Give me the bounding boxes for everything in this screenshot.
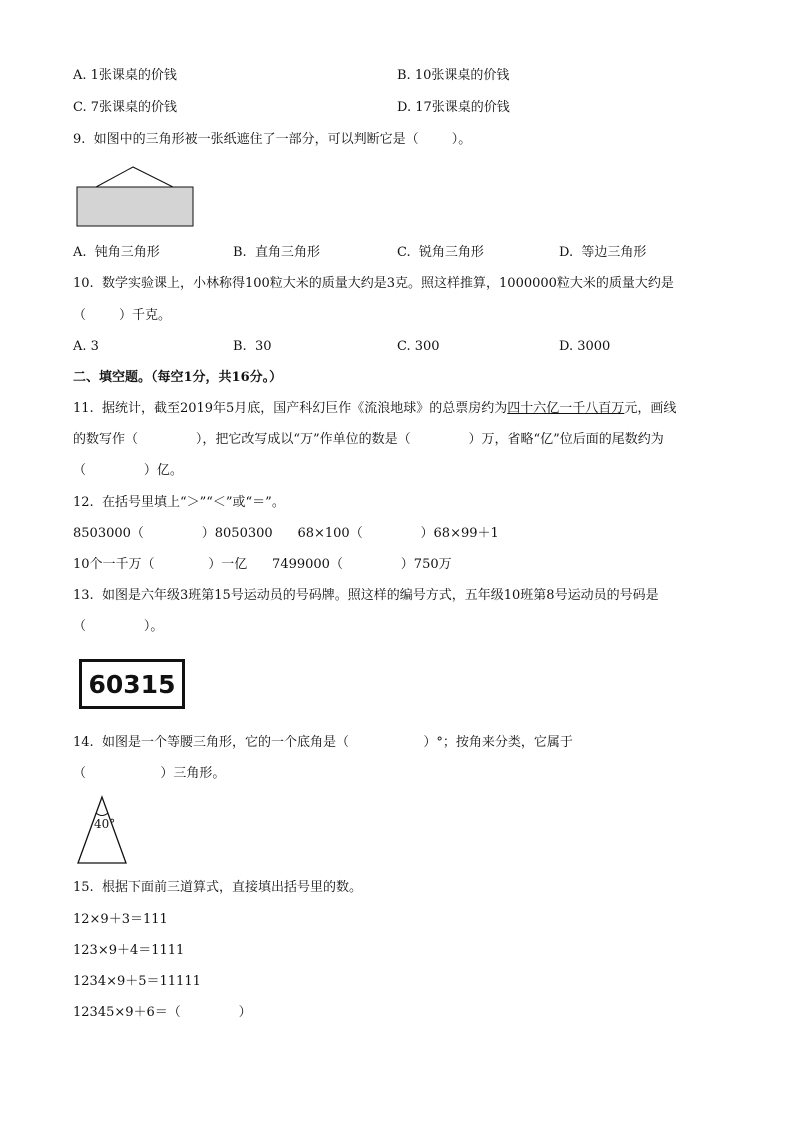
q13-badge-number: 60315 bbox=[88, 669, 176, 699]
q11-line3: （ ）亿。 bbox=[73, 463, 183, 478]
q14-stem-line2: （ ）三角形。 bbox=[73, 766, 226, 781]
q10-option-b: B. 30 bbox=[233, 339, 272, 354]
q11-line2: 的数写作（ ），把它改写成以“万”作单位的数是（ ）万，省略“亿”位后面的尾数约为 bbox=[73, 432, 664, 447]
q14-stem-line1: 14. 如图是一个等腰三角形，它的一个底角是（ ）°；按角来分类，它属于 bbox=[73, 735, 573, 750]
q15-equation-1: 12×9＋3＝111 bbox=[73, 912, 168, 927]
q14-apex-angle-label: 40° bbox=[94, 817, 116, 831]
q15-equation-4: 12345×9＋6＝（ ） bbox=[73, 1005, 252, 1020]
q9-stem: 9. 如图中的三角形被一张纸遮住了一部分，可以判断它是（ ）。 bbox=[73, 132, 472, 147]
q15-equation-2: 123×9＋4＝1111 bbox=[73, 943, 185, 958]
q13-stem-line1: 13. 如图是六年级3班第15号运动员的号码牌。照这样的编号方式，五年级10班第8号运动员的号码是 bbox=[73, 588, 659, 603]
q12-row2: 10个一千万（ ）一亿 7499000（ ）750万 bbox=[73, 557, 452, 572]
q11-line1-pre: 11. 据统计，截至2019年5月底，国产科幻巨作《流浪地球》的总票房约为 bbox=[73, 401, 508, 416]
q9-option-a: A. 钝角三角形 bbox=[73, 245, 160, 260]
q11-line1-post: 元，画线 bbox=[624, 401, 677, 416]
q10-option-c: C. 300 bbox=[397, 339, 440, 354]
q8-option-b: B. 10张课桌的价钱 bbox=[397, 68, 510, 83]
q13-stem-line2: （ ）。 bbox=[73, 619, 164, 634]
q15-equation-3: 1234×9＋5＝11111 bbox=[73, 974, 201, 989]
q10-stem-line1: 10. 数学实验课上，小林称得100粒大米的质量大约是3克。照这样推算，1000000粒大米的质量大约是 bbox=[73, 276, 674, 291]
q15-stem: 15. 根据下面前三道算式，直接填出括号里的数。 bbox=[73, 880, 362, 895]
q8-option-a: A. 1张课桌的价钱 bbox=[73, 68, 177, 83]
q9-option-c: C. 锐角三角形 bbox=[397, 245, 484, 260]
q12-row1: 8503000（ ）8050300 68×100（ ）68×99＋1 bbox=[73, 526, 499, 541]
q10-stem-line2: （ ）千克。 bbox=[73, 308, 172, 323]
q10-option-d: D. 3000 bbox=[559, 339, 611, 354]
q8-option-d: D. 17张课桌的价钱 bbox=[397, 100, 510, 115]
section-2-title: 二、填空题。（每空1分，共16分。） bbox=[73, 370, 283, 385]
q9-option-d: D. 等边三角形 bbox=[559, 245, 647, 260]
q12-stem: 12. 在括号里填上“＞”“＜”或“＝”。 bbox=[73, 495, 285, 510]
q8-option-c: C. 7张课桌的价钱 bbox=[73, 100, 178, 115]
q10-option-a: A. 3 bbox=[73, 339, 99, 354]
q11-underlined-number: 四十六亿一千八百万 bbox=[507, 401, 625, 416]
q9-option-b: B. 直角三角形 bbox=[233, 245, 320, 260]
